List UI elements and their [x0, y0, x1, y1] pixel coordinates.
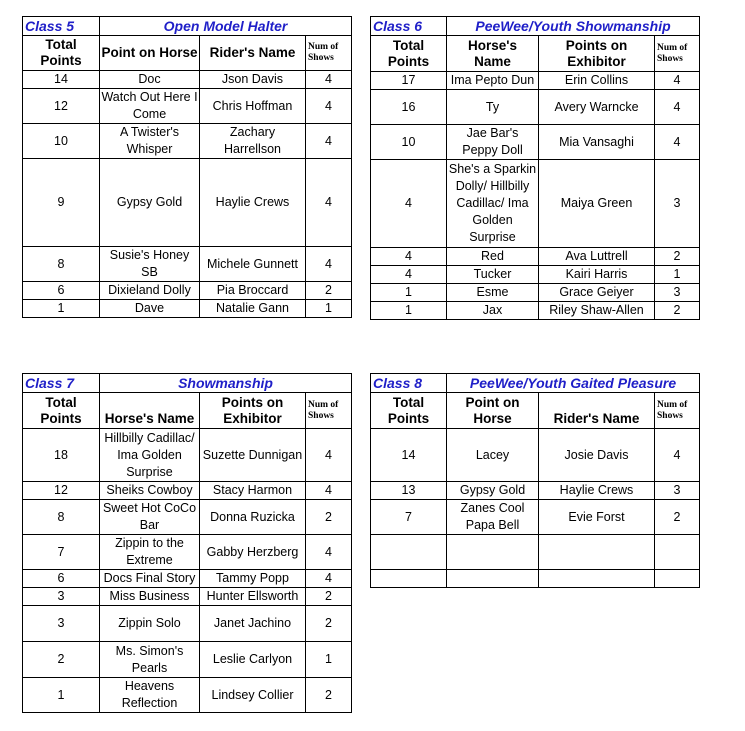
points-cell: 17 — [371, 72, 447, 90]
points-cell: 2 — [23, 642, 100, 678]
exhibitor-cell: Kairi Harris — [539, 266, 655, 284]
horse-cell: Dave — [100, 300, 200, 318]
horse-cell: Sheiks Cowboy — [100, 482, 200, 500]
points-cell: 13 — [371, 482, 447, 500]
horse-cell: Zippin Solo — [100, 606, 200, 642]
horse-cell: A Twister's Whisper — [100, 124, 200, 159]
table-row — [371, 248, 700, 266]
points-cell: 18 — [23, 429, 100, 482]
rider-cell: Michele Gunnett — [200, 247, 306, 282]
points-cell: 8 — [23, 500, 100, 535]
horse-cell — [447, 535, 539, 570]
header-total-points: Total Points — [23, 393, 100, 429]
shows-cell — [655, 570, 700, 588]
horse-cell — [447, 570, 539, 588]
exhibitor-cell: Tammy Popp — [200, 570, 306, 588]
shows-cell: 4 — [306, 570, 352, 588]
class7-table — [22, 373, 352, 713]
class7-header-row — [23, 393, 352, 429]
shows-cell: 1 — [306, 300, 352, 318]
exhibitor-cell: Gabby Herzberg — [200, 535, 306, 570]
points-cell: 7 — [23, 535, 100, 570]
exhibitor-cell: Stacy Harmon — [200, 482, 306, 500]
horse-cell: Zippin to the Extreme — [100, 535, 200, 570]
shows-cell: 4 — [306, 71, 352, 89]
shows-cell: 4 — [655, 429, 700, 482]
table-row — [23, 642, 352, 678]
header-riders-name: Rider's Name — [539, 393, 655, 429]
header-total-points: Total Points — [371, 393, 447, 429]
header-num-of-shows: Num of Shows — [306, 393, 352, 429]
horse-cell: Ms. Simon's Pearls — [100, 642, 200, 678]
class6-header-row — [371, 36, 700, 72]
shows-cell: 2 — [655, 248, 700, 266]
rider-cell: Json Davis — [200, 71, 306, 89]
horse-cell: Hillbilly Cadillac/ Ima Golden Surprise — [100, 429, 200, 482]
points-cell: 12 — [23, 89, 100, 124]
class5-header-row — [23, 36, 352, 71]
table-row — [23, 535, 352, 570]
shows-cell: 2 — [306, 606, 352, 642]
points-cell — [371, 570, 447, 588]
table-row — [23, 247, 352, 282]
shows-cell: 2 — [655, 302, 700, 320]
points-cell: 10 — [371, 125, 447, 160]
shows-cell — [655, 535, 700, 570]
exhibitor-cell: Grace Geiyer — [539, 284, 655, 302]
horse-cell: Red — [447, 248, 539, 266]
class7-title-row — [23, 374, 352, 393]
horse-cell: Sweet Hot CoCo Bar — [100, 500, 200, 535]
exhibitor-cell: Hunter Ellsworth — [200, 588, 306, 606]
exhibitor-cell: Ava Luttrell — [539, 248, 655, 266]
class5-title-row — [23, 17, 352, 36]
table-row — [371, 160, 700, 248]
exhibitor-cell: Lindsey Collier — [200, 678, 306, 713]
header-riders-name: Rider's Name — [200, 36, 306, 71]
class7-title: Showmanship — [100, 374, 352, 393]
table-row — [23, 124, 352, 159]
horse-cell: Docs Final Story — [100, 570, 200, 588]
shows-cell: 4 — [306, 535, 352, 570]
class8-label: Class 8 — [371, 374, 447, 393]
points-cell: 6 — [23, 282, 100, 300]
points-cell: 16 — [371, 90, 447, 125]
points-cell — [371, 535, 447, 570]
table-row — [23, 300, 352, 318]
class8-table — [370, 373, 700, 588]
exhibitor-cell: Mia Vansaghi — [539, 125, 655, 160]
horse-cell: Susie's Honey SB — [100, 247, 200, 282]
horse-cell: Gypsy Gold — [100, 159, 200, 247]
header-num-of-shows: Num of Shows — [306, 36, 352, 71]
header-total-points: Total Points — [371, 36, 447, 72]
shows-cell: 4 — [306, 247, 352, 282]
exhibitor-cell: Maiya Green — [539, 160, 655, 248]
horse-cell: Miss Business — [100, 588, 200, 606]
table-row — [371, 125, 700, 160]
points-cell: 12 — [23, 482, 100, 500]
shows-cell: 1 — [306, 642, 352, 678]
points-cell: 1 — [371, 302, 447, 320]
table-row — [23, 570, 352, 588]
points-cell: 3 — [23, 588, 100, 606]
shows-cell: 2 — [655, 500, 700, 535]
horse-cell: Gypsy Gold — [447, 482, 539, 500]
shows-cell: 2 — [306, 282, 352, 300]
points-cell: 14 — [23, 71, 100, 89]
table-row — [371, 500, 700, 535]
table-row — [371, 302, 700, 320]
table-row — [23, 500, 352, 535]
points-cell: 7 — [371, 500, 447, 535]
table-row — [23, 71, 352, 89]
shows-cell: 4 — [306, 482, 352, 500]
exhibitor-cell: Suzette Dunnigan — [200, 429, 306, 482]
class7-label: Class 7 — [23, 374, 100, 393]
rider-cell: Haylie Crews — [200, 159, 306, 247]
table-row — [371, 429, 700, 482]
class8-title: PeeWee/Youth Gaited Pleasure — [447, 374, 700, 393]
horse-cell: Jax — [447, 302, 539, 320]
points-cell: 10 — [23, 124, 100, 159]
table-row — [371, 570, 700, 588]
table-row — [23, 606, 352, 642]
rider-cell: Zachary Harrellson — [200, 124, 306, 159]
shows-cell: 4 — [306, 159, 352, 247]
exhibitor-cell: Avery Warncke — [539, 90, 655, 125]
table-row — [371, 535, 700, 570]
points-cell: 9 — [23, 159, 100, 247]
class8-header-row — [371, 393, 700, 429]
header-horses-name: Horse's Name — [100, 393, 200, 429]
points-cell: 1 — [371, 284, 447, 302]
header-points-on-exhibitor: Points on Exhibitor — [200, 393, 306, 429]
table-row — [23, 678, 352, 713]
header-point-on-horse: Point on Horse — [100, 36, 200, 71]
horse-cell: Doc — [100, 71, 200, 89]
horse-cell: Watch Out Here I Come — [100, 89, 200, 124]
exhibitor-cell: Donna Ruzicka — [200, 500, 306, 535]
shows-cell: 2 — [306, 500, 352, 535]
table-row — [371, 72, 700, 90]
class6-title-row — [371, 17, 700, 36]
horse-cell: Jae Bar's Peppy Doll — [447, 125, 539, 160]
class5-title: Open Model Halter — [100, 17, 352, 36]
points-cell: 14 — [371, 429, 447, 482]
table-row — [371, 266, 700, 284]
table-row — [23, 159, 352, 247]
shows-cell: 3 — [655, 160, 700, 248]
horse-cell: Dixieland Dolly — [100, 282, 200, 300]
class8-title-row — [371, 374, 700, 393]
header-point-on-horse: Point on Horse — [447, 393, 539, 429]
rider-cell: Evie Forst — [539, 500, 655, 535]
points-cell: 8 — [23, 247, 100, 282]
horse-cell: She's a Sparkin Dolly/ Hillbilly Cadillac/ Ima Golden Surprise — [447, 160, 539, 248]
header-total-points: Total Points — [23, 36, 100, 71]
rider-cell: Natalie Gann — [200, 300, 306, 318]
class5-label: Class 5 — [23, 17, 100, 36]
rider-cell: Chris Hoffman — [200, 89, 306, 124]
points-cell: 4 — [371, 160, 447, 248]
shows-cell: 4 — [306, 124, 352, 159]
shows-cell: 4 — [306, 89, 352, 124]
horse-cell: Esme — [447, 284, 539, 302]
exhibitor-cell: Janet Jachino — [200, 606, 306, 642]
shows-cell: 4 — [306, 429, 352, 482]
shows-cell: 3 — [655, 482, 700, 500]
class6-label: Class 6 — [371, 17, 447, 36]
horse-cell: Zanes Cool Papa Bell — [447, 500, 539, 535]
table-row — [23, 429, 352, 482]
horse-cell: Heavens Reflection — [100, 678, 200, 713]
class6-title: PeeWee/Youth Showmanship — [447, 17, 700, 36]
shows-cell: 3 — [655, 284, 700, 302]
points-cell: 3 — [23, 606, 100, 642]
horse-cell: Ima Pepto Dun — [447, 72, 539, 90]
header-num-of-shows: Num of Shows — [655, 393, 700, 429]
shows-cell: 4 — [655, 72, 700, 90]
table-row — [23, 588, 352, 606]
shows-cell: 4 — [655, 125, 700, 160]
shows-cell: 1 — [655, 266, 700, 284]
horse-cell: Lacey — [447, 429, 539, 482]
exhibitor-cell: Leslie Carlyon — [200, 642, 306, 678]
header-num-of-shows: Num of Shows — [655, 36, 700, 72]
class5-table — [22, 16, 352, 318]
rider-cell: Pia Broccard — [200, 282, 306, 300]
shows-cell: 2 — [306, 678, 352, 713]
table-row — [23, 282, 352, 300]
points-cell: 4 — [371, 248, 447, 266]
header-horses-name: Horse's Name — [447, 36, 539, 72]
class6-table — [370, 16, 700, 320]
table-row — [371, 482, 700, 500]
shows-cell: 2 — [306, 588, 352, 606]
points-cell: 1 — [23, 678, 100, 713]
header-points-on-exhibitor: Points on Exhibitor — [539, 36, 655, 72]
points-cell: 6 — [23, 570, 100, 588]
table-row — [371, 90, 700, 125]
exhibitor-cell: Riley Shaw-Allen — [539, 302, 655, 320]
rider-cell: Josie Davis — [539, 429, 655, 482]
exhibitor-cell: Erin Collins — [539, 72, 655, 90]
shows-cell: 4 — [655, 90, 700, 125]
points-cell: 4 — [371, 266, 447, 284]
rider-cell — [539, 535, 655, 570]
points-cell: 1 — [23, 300, 100, 318]
rider-cell: Haylie Crews — [539, 482, 655, 500]
table-row — [23, 482, 352, 500]
horse-cell: Ty — [447, 90, 539, 125]
rider-cell — [539, 570, 655, 588]
horse-cell: Tucker — [447, 266, 539, 284]
table-row — [371, 284, 700, 302]
table-row — [23, 89, 352, 124]
